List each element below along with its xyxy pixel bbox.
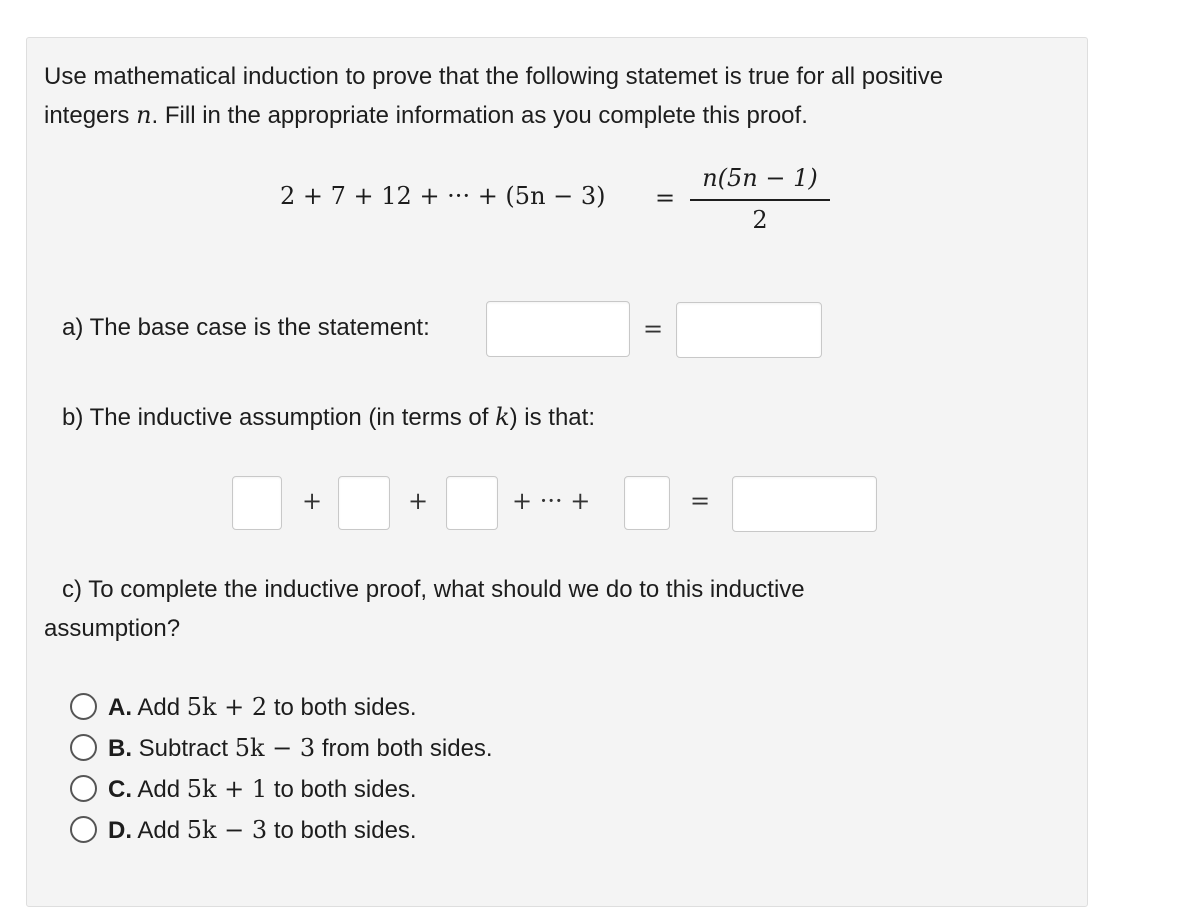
choice-expression: 5k − 3 (186, 816, 268, 844)
choice-suffix: from both sides. (321, 735, 493, 762)
intro-line-2 (44, 96, 1084, 135)
assumption-equals: = (690, 487, 711, 515)
assumption-sum-input[interactable] (732, 476, 877, 532)
choice-b-label[interactable] (108, 730, 493, 767)
fraction-bar (690, 199, 830, 201)
choice-verb: Add (137, 776, 181, 803)
radio-button[interactable] (70, 816, 97, 843)
radio-button[interactable] (70, 693, 97, 720)
base-case-right-input[interactable] (676, 302, 822, 358)
choice-a-label[interactable] (108, 689, 417, 726)
choice-suffix: to both sides. (273, 694, 417, 721)
formula-lhs: 2 + 7 + 12 + ··· + (5n − 3) (280, 182, 606, 210)
choice-c[interactable] (70, 771, 630, 807)
base-case-left-input[interactable] (486, 301, 630, 357)
variable-k: k (495, 403, 510, 431)
intro-text: integers (44, 102, 137, 129)
label-text: ) is that: (509, 404, 595, 431)
choice-suffix: to both sides. (273, 817, 417, 844)
choice-expression: 5k + 1 (186, 775, 268, 803)
assumption-term-3-input[interactable] (446, 476, 498, 530)
inductive-assumption-label (62, 401, 595, 434)
choice-letter: B. (108, 735, 132, 762)
formula-fraction (690, 160, 830, 235)
choice-expression: 5k − 3 (234, 734, 316, 762)
formula-equals: = (655, 184, 676, 212)
variable-n: n (136, 101, 152, 129)
choice-letter: D. (108, 817, 132, 844)
choice-verb: Add (137, 694, 181, 721)
choice-expression: 5k + 2 (186, 693, 268, 721)
part-c-question-line-1: c) To complete the inductive proof, what should we do to this inductive (62, 576, 805, 603)
assumption-term-k-input[interactable] (624, 476, 670, 530)
choice-d-label[interactable] (108, 812, 417, 849)
radio-button[interactable] (70, 775, 97, 802)
radio-button[interactable] (70, 734, 97, 761)
fraction-denominator: 2 (752, 205, 768, 234)
choice-verb: Add (137, 817, 181, 844)
choice-b[interactable] (70, 730, 630, 766)
choice-a[interactable] (70, 689, 630, 725)
part-c-question-line-2: assumption? (44, 615, 181, 642)
fraction-numerator: n(5n − 1) (702, 164, 818, 192)
intro-line-1: Use mathematical induction to prove that the following statemet is true for all positive (44, 63, 944, 90)
question-intro (44, 57, 1084, 135)
choice-suffix: to both sides. (273, 776, 417, 803)
choice-letter: C. (108, 776, 132, 803)
plus-sign: + (408, 487, 429, 515)
choice-letter: A. (108, 694, 132, 721)
choice-d[interactable] (70, 812, 630, 848)
label-text: b) The inductive assumption (in terms of (62, 404, 496, 431)
choice-verb: Subtract (138, 735, 229, 762)
ellipsis-plus: + ··· + (512, 487, 591, 515)
plus-sign: + (302, 487, 323, 515)
base-case-equals: = (643, 315, 664, 343)
base-case-label: a) The base case is the statement: (62, 314, 430, 341)
assumption-term-1-input[interactable] (232, 476, 282, 530)
assumption-term-2-input[interactable] (338, 476, 390, 530)
choice-c-label[interactable] (108, 771, 417, 808)
intro-text: . Fill in the appropriate information as you complete this proof. (151, 102, 808, 129)
